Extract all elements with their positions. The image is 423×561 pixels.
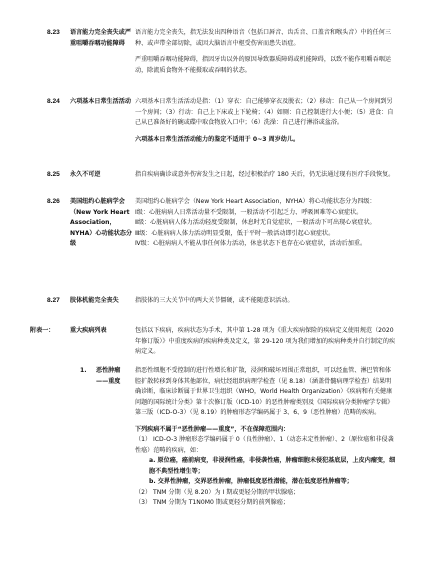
clause-paragraph: Ⅳ级：心脏病病人不能从事任何体力活动，休息状态下也存在心衰症状，活动后加重。 [135,240,367,247]
clause-number: 8.26 [47,198,60,205]
clause-paragraph: Ⅱ级：心脏病病人体力活动轻度受限制，休息时无自觉症状，一般活动下可出现心衰症状。 [135,219,376,226]
clause-number: 8.27 [47,297,60,304]
definition-paragraph: 指恶性细胞不受控制的进行性增长和扩散，浸润和破坏周围正常组织，可以经血管、淋巴管和体腔扩散转移到身体其他部位，病灶经组织病理学检查（见 8.18）（涵盖骨髓病理学检查）结果明确诊断，临床诊断属于世界卫生组织（WHO，World Health Organization）《疾病和有关健康问题的国际统计分类》第十次修订版（ICD-10）的恶性肿瘤类别及《国际疾病分类肿瘤学专辑》第三版（ICD-O-3）（见 8.19）的肿瘤形态学编码属于 3、6、9（恶性肿瘤）范畴的疾病。 [135,367,394,416]
clause-number: 8.23 [47,29,60,36]
clause-paragraph: 语言能力完全丧失，指无法发出四种语音（包括口唇音、齿舌音、口盖音和喉头音）中的任何三种、或声带全部切除，或因大脑语言中枢受伤害而患失语症。 [135,29,391,47]
clause-body [135,97,397,145]
clause-number: 8.24 [47,98,60,105]
clause-body [135,170,397,181]
clause-term: 美国纽约心脏病学会（New York Heart Association，NYHA）心功能状态分级 [70,198,132,247]
clause-term: 肢体机能完全丧失 [70,297,119,304]
clause-paragraph: Ⅲ级：心脏病病人体力活动明显受限，低于平时一般活动即引起心衰症状。 [135,229,335,237]
clause-term: 语言能力完全丧失或严重咀嚼吞咽功能障碍 [70,29,131,47]
exclusion-subitem: a. 原位癌，癌前病变，非浸润性癌，非侵袭性癌，肿瘤细胞未侵犯基底层，上皮内瘤变，细胞不典型性增生等； [149,457,396,475]
clause-body [135,197,397,250]
clause-paragraph: 严重咀嚼吞咽功能障碍，指因牙齿以外的原因导致器质障碍或机能障碍，以致不能作咀嚼吞咽运动，除流质食物外不能摄取或吞咽的状态。 [135,56,391,74]
exclusion-subitem: b. 交界性肿瘤，交界恶性肿瘤，肿瘤低度恶性潜能，潜在低度恶性肿瘤等； [149,478,353,485]
clause-paragraph: 六项基本日常生活活动能力的鉴定不适用于 0~3 周岁幼儿。 [135,135,300,143]
appendix-intro: 包括以下疾病，疾病状态为手术，其中第 1-28 项为《重大疾病保险的疾病定义使用规范（2020 年修订版）》中重度疾病的疾病种类及定义，第 29-120 项为我们增加的疾病种类并自行制定的疾病定义。 [135,327,396,355]
exclusion-item: （1） ICD-O-3 肿瘤形态学编码属于 0（良性肿瘤）、1（动态未定性肿瘤）、2（原位癌和非侵袭性癌）范畴的疾病，如： [135,436,394,454]
appendix-title: 重大疾病列表 [70,327,107,334]
clause-paragraph: 六项基本日常生活活动是指：（1）穿衣：自己能够穿衣及脱衣；（2）移动：自己从一个房间到另一个房间；（3）行动：自己上下床或上下轮椅；（4）如厕：自己控制进行大小便；（5）进食：自己从已准备好的碗或碟中取食物放入口中；（6）洗澡：自己进行淋浴或盆浴。 [135,98,394,126]
clause-number: 8.25 [47,171,60,178]
clause-body [135,28,397,76]
disease-number: 1. [80,367,87,374]
clause-paragraph: Ⅰ级：心脏病病人日常活动量不受限制，一般活动不引起乏力、呼吸困难等心衰症状。 [135,208,363,216]
clause-paragraph: 指肢体的三大关节中的两大关节僵硬，或不能随意识活动。 [135,297,294,304]
exclusion-item: （3） TNM 分期为 T1N0M0 期或更轻分期的前列腺癌； [135,499,289,506]
appendix-label: 附表一： [30,327,55,334]
clause-paragraph: 美国纽约心脏病学会（New York Heart Association，NYHA）将心功能状态分为四级： [135,198,376,205]
disease-definition [135,366,397,509]
exclusion-heading: 下列疾病不属于“恶性肿瘤——重度”，不在保障范围内： [135,425,290,433]
clause-body [135,296,397,307]
clause-paragraph: 指自疾病确诊或意外伤害发生之日起，经过积极治疗 180 天后，仍无法通过现有医疗手段恢复。 [135,171,395,178]
exclusion-item: （2） TNM 分期（见 8.20）为 I 期或更轻分期的甲状腺癌； [135,488,300,496]
clause-term: 六项基本日常生活活动 [70,98,131,105]
disease-name: 恶性肿瘤——重度 [96,367,121,385]
clause-term: 永久不可逆 [70,171,101,178]
